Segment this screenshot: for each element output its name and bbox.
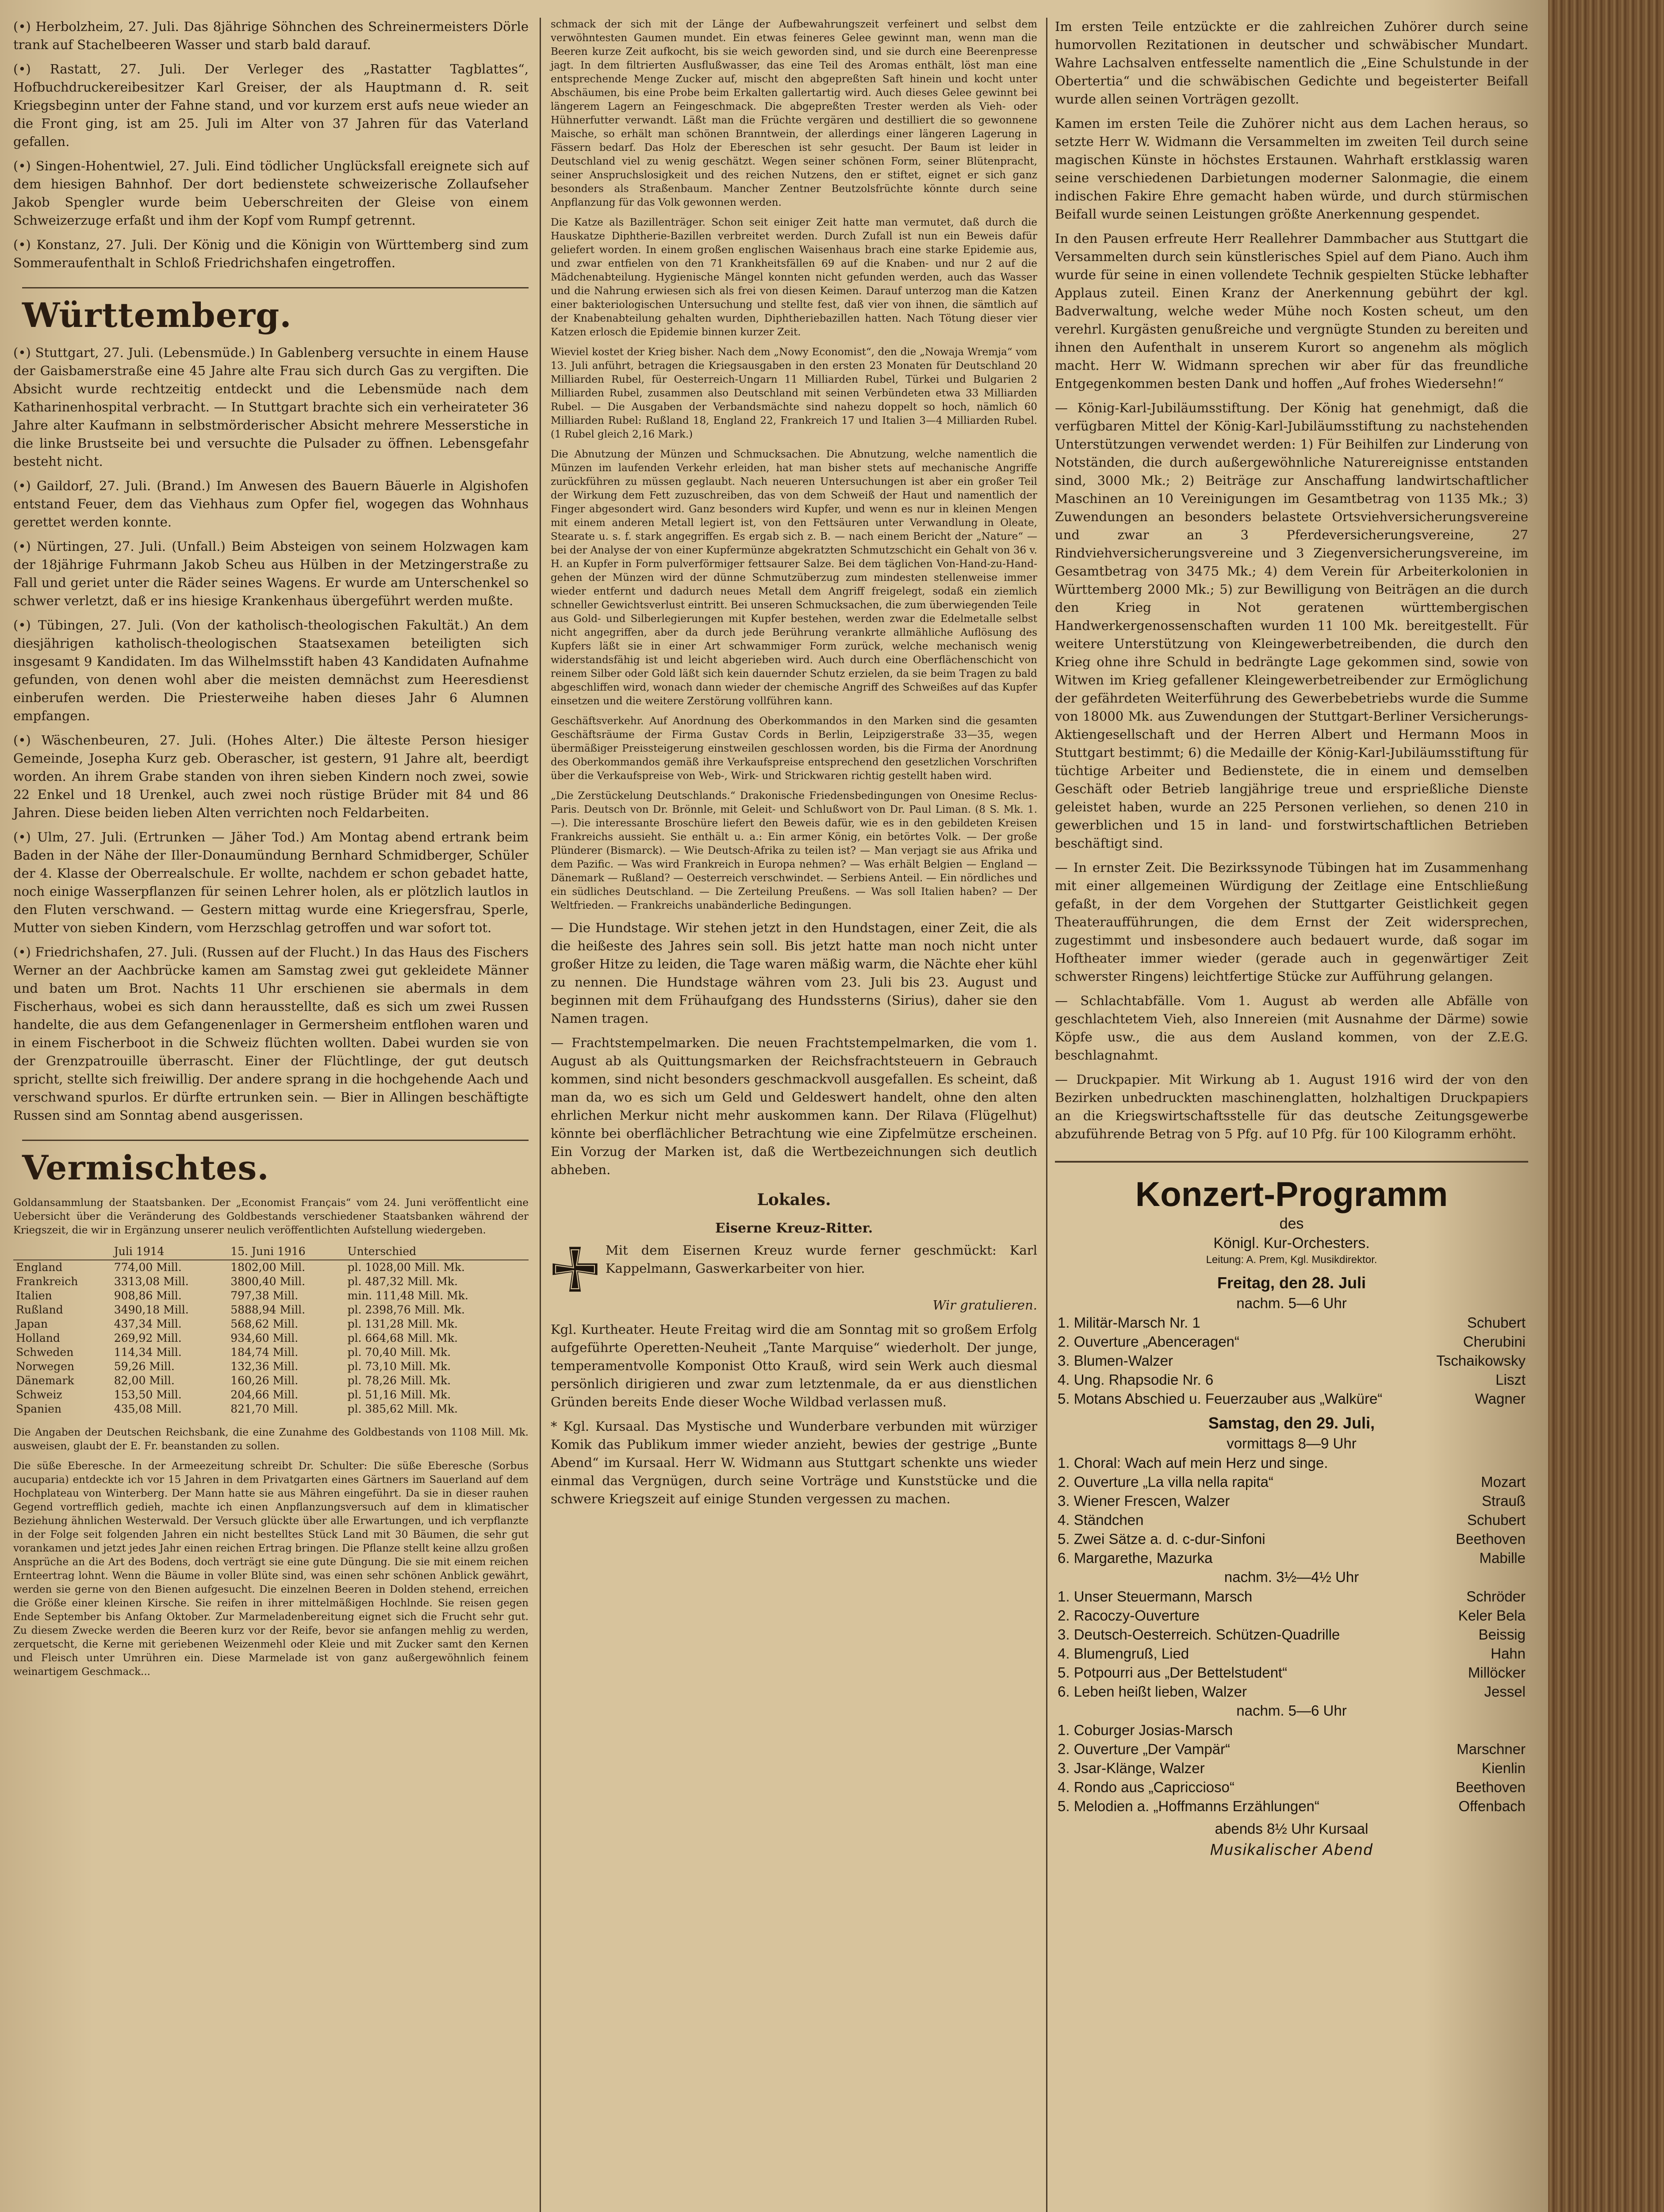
article-hundstage: — Die Hundstage. Wir stehen jetzt in den Hundstagen, einer Zeit, die als die heißeste des Jahres sein soll. Bis jetzt hatte man noch nicht unter großer Hitze zu leiden, die Tage waren mäßig warm, die Nächte eher kühl zu nennen. Die Hundstage währen vom 23. Juli bis 23. August und beginnen mit dem Frühaufgang des Hundssterns (Sirius), daher sie den Namen tragen. <box>551 920 1037 1026</box>
table-cell: Rußland <box>16 1303 63 1316</box>
concert-friday-day: Freitag, den 28. Juli <box>1217 1274 1366 1292</box>
table-cell: 132,36 Mill. <box>230 1360 299 1373</box>
table-cell: 435,08 Mill. <box>114 1402 182 1415</box>
article-ebereschen: Die süße Eberesche. In der Armeezeitung schreibt Dr. Schulter: Die süße Eberesche (Sorbus aucuparia) entdeckte ich vor 15 Jahren in dem Privatgarten eines Gärtners im Sauerland auf dem Hochplateau von Winterberg. Der Mann hatte sie aus Mähren eingeführt. Da sie in dieser rauhen Gegend vortrefflich gedieh, machte ich einen Anpflanzungsversuch auf dem in klimatischer Beziehung ähnlichen Westerwald. Der Versuch glückte über alle Erwartungen, und ich verpflanzte in der Folge seit folgenden Jahren ein nicht bestelltes Stück Land mit 30 Bäumen, die sehr gut vorankamen und jetzt jedes Jahr einen reichen Ertrag bringen. Die Pflanze stellt keine allzu großen Ansprüche an die Art des Bodens, doch verträgt sie eine gute Düngung. Die sie mit einem reichen Ernteertrag lohnt. Wenn die Bäume in voller Blüte sind, was einen sehr schönen Anblick gewährt, werden sie gerne von den Bienen aufgesucht. Die einzelnen Beeren in Dolden stehend, erreichen die Größe einer kleinen Kirsche. Sie reifen in ihrer mittelmäßigen Hochlnde. Sie reisen gegen Ende September bis Anfang Oktober. Zur Marmeladenbereitung eignet sich die Frucht sehr gut. Zu diesem Zwecke werden die Beeren kurz vor der Reife, bevor sie anfangen mehlig zu werden, zerquetscht, die Kerne mit geriebenen Weizenmehl oder Kleie und mit Zucker samt den Kernen und Fleisch unter Umrühren ein. Diese Marmelade ist von ganz außergewöhnlich feinem weinartigem Geschmack... <box>13 1460 529 1678</box>
table-row <box>13 1345 529 1359</box>
concert-composer: Tschaikowsky <box>1436 1352 1526 1369</box>
article-eiserne-kreuz: Mit dem Eisernen Kreuz wurde ferner geschmückt: Karl Kappelmann, Gaswerkarbeiter von hier. <box>606 1243 1037 1276</box>
article-gaildorf: (•) Gaildorf, 27. Juli. (Brand.) Im Anwesen des Bauern Bäuerle in Algishofen entstand Feuer, dem das Viehhaus zum Opfer fiel, wogegen das Wohnhaus gerettet werden konnte. <box>13 478 529 530</box>
concert-piece: 4. Rondo aus „Capriccioso“ <box>1058 1779 1235 1795</box>
article-dammbacher: In den Pausen erfreute Herr Reallehrer Dammbacher aus Stuttgart die Versammelten durch sein künstlerisches Spiel auf dem Piano. Auch ihm wurde für seine in einen vollendete Technik gespielten Stücke lebhafter Applaus zuteil. Einen Kranz der Anerkennung gebührt der kgl. Badverwaltung, welche weder Mühe noch Kosten scheut, um den verehrl. Kurgästen genußreiche und vergnügte Stunden zu bereiten und ihnen den Aufenthalt in unserem Kurort so angenehm als möglich macht. Herr W. Widmann sprechen wir aber für das freundliche Entgegenkommen besten Dank und hoffen „Auf frohes Wiedersehn!“ <box>1055 231 1528 391</box>
concert-item <box>1055 1351 1528 1370</box>
concert-item <box>1055 1370 1528 1389</box>
section-heading-wurttemberg: Württemberg. <box>22 287 529 335</box>
gold-table-header-cell: 15. Juni 1916 <box>228 1244 345 1260</box>
article-konstanz: (•) Konstanz, 27. Juli. Der König und die Königin von Württemberg sind zum Sommeraufenthalt in Schloß Friedrichshafen eingetroffen. <box>13 237 529 270</box>
table-cell: min. 111,48 Mill. Mk. <box>347 1289 468 1302</box>
concert-friday-time: nachm. 5—6 Uhr <box>1236 1295 1347 1311</box>
iron-cross-block <box>551 1241 1037 1314</box>
table-cell: 3800,40 Mill. <box>230 1275 306 1288</box>
concert-piece: 2. Racoczy-Ouverture <box>1058 1607 1200 1624</box>
table-row <box>13 1317 529 1331</box>
concert-item <box>1055 1740 1528 1759</box>
table-cell: 160,26 Mill. <box>230 1374 299 1387</box>
concert-item <box>1055 1389 1528 1408</box>
table-cell: pl. 73,10 Mill. Mk. <box>347 1360 451 1373</box>
concert-composer: Wagner <box>1475 1390 1526 1407</box>
article-herbolzheim: (•) Herbolzheim, 27. Juli. Das 8jährige Söhnchen des Schreinermeisters Dörle trank auf Stachelbeeren Wasser und starb bald darauf. <box>13 19 529 52</box>
concert-friday-list <box>1055 1313 1528 1408</box>
article-geschaftsverkehr: Geschäftsverkehr. Auf Anordnung des Oberkommandos in den Marken sind die gesamten Geschäftsräume der Firma Gustav Cords in Berlin, Leipzigerstraße 33—35, wegen übermäßiger Preissteigerung einstweilen geschlossen worden, bis die Firma der Anordnung des Oberkommandos gemäß ihre Verkaufspreise entsprechend den gesetzlichen Vorschriften über die Verkaufspreise von Web-, Wirk- und Strickwaren richtig gestellt haben wird. <box>551 715 1037 782</box>
concert-piece: 1. Choral: Wach auf mein Herz und singe. <box>1058 1455 1328 1471</box>
concert-composer: Schubert <box>1467 1512 1526 1528</box>
concert-composer: Cherubini <box>1463 1333 1526 1350</box>
table-cell: 908,86 Mill. <box>114 1289 182 1302</box>
gold-table-header-cell: Unterschied <box>345 1244 529 1260</box>
concert-leitung: Leitung: A. Prem, Kgl. Musikdirektor. <box>1206 1254 1377 1266</box>
article-ernster-zeit: — In ernster Zeit. Die Bezirkssynode Tübingen hat im Zusammenhang mit einer allgemeinen Würdigung der Zeitlage eine Entschließung gefaßt, in der dem Vorgehen der Stuttgarter Geistlichkeit gegen Theateraufführungen, die dem Ernst der Zeit widersprechen, zugestimmt und insbesondere auch bedauert wurde, daß sogar im Hoftheater immer wieder (gerade auch in gegenwärtiger Zeit schwerster Ringens) leichtfertige Stücke zur Aufführung gelangen. <box>1055 860 1528 984</box>
concert-des: des <box>1279 1215 1304 1232</box>
table-cell: 3490,18 Mill. <box>114 1303 189 1316</box>
concert-evening: abends 8½ Uhr Kursaal <box>1215 1820 1369 1837</box>
concert-composer: Schröder <box>1466 1588 1526 1605</box>
article-gold-intro: Goldansammlung der Staatsbanken. Der „Economist Français“ vom 24. Juni veröffentlicht eine Uebersicht über die Veränderung des Goldbestands verschiedener Staatsbanken während der Kriegszeit, die wir in Ergänzung unserer neulich veröffentlichten Aufstellung wiedergeben. <box>13 1197 529 1236</box>
table-cell: 184,74 Mill. <box>230 1346 299 1359</box>
table-cell: pl. 385,62 Mill. Mk. <box>347 1402 458 1415</box>
concert-saturday-time-3: nachm. 5—6 Uhr <box>1236 1702 1347 1719</box>
concert-piece: 4. Ung. Rhapsodie Nr. 6 <box>1058 1371 1214 1388</box>
table-cell: Frankreich <box>16 1275 78 1288</box>
concert-composer: Mozart <box>1481 1474 1526 1490</box>
table-cell: 437,34 Mill. <box>114 1317 182 1330</box>
column-3 <box>1055 18 1528 1859</box>
table-row <box>13 1388 529 1402</box>
concert-composer: Beethoven <box>1456 1531 1526 1547</box>
concert-item <box>1055 1797 1528 1816</box>
table-cell: 1802,00 Mill. <box>230 1261 306 1274</box>
table-row <box>13 1275 529 1289</box>
concert-title: Konzert-Programm <box>1135 1175 1448 1214</box>
table-cell: 82,00 Mill. <box>114 1374 175 1387</box>
concert-piece: 5. Potpourri aus „Der Bettelstudent“ <box>1058 1664 1288 1681</box>
heading-eiserne-kreuz: Eiserne Kreuz-Ritter. <box>715 1221 873 1236</box>
table-cell: 568,62 Mill. <box>230 1317 299 1330</box>
table-cell: pl. 664,68 Mill. Mk. <box>347 1332 458 1344</box>
article-tubingen: (•) Tübingen, 27. Juli. (Von der katholisch-theologischen Fakultät.) An dem diesjährigen katholisch-theologischen Staatsexamen beteiligten sich insgesamt 9 Kandidaten. Im das Wilhelmsstift haben 43 Kandidaten Aufnahme gefunden, von denen wohl aber die meisten demnächst zum Heeresdienst einberufen werden. Die Priesterweihe haben dieses Jahr 6 Alumnen empfangen. <box>13 618 529 723</box>
concert-piece: 5. Melodien a. „Hoffmanns Erzählungen“ <box>1058 1798 1319 1814</box>
column-rule <box>540 18 541 2212</box>
concert-item <box>1055 1587 1528 1606</box>
concert-piece: 5. Motans Abschied u. Feuerzauber aus „Walküre“ <box>1058 1390 1383 1407</box>
concert-piece: 3. Deutsch-Oesterreich. Schützen-Quadrille <box>1058 1626 1340 1643</box>
concert-composer: Kienlin <box>1481 1760 1526 1776</box>
concert-composer: Offenbach <box>1458 1798 1526 1814</box>
table-row <box>13 1374 529 1388</box>
column-rule <box>1046 18 1047 2212</box>
concert-piece: 3. Jsar-Klänge, Walzer <box>1058 1760 1205 1776</box>
table-cell: 5888,94 Mill. <box>230 1303 306 1316</box>
table-cell: 269,92 Mill. <box>114 1332 182 1344</box>
concert-piece: 2. Ouverture „Der Vampär“ <box>1058 1741 1231 1757</box>
concert-piece: 3. Blumen-Walzer <box>1058 1352 1173 1369</box>
concert-item <box>1055 1548 1528 1567</box>
table-cell: Norwegen <box>16 1360 74 1373</box>
article-druckpapier: — Druckpapier. Mit Wirkung ab 1. August 1916 wird der von den Bezirken unbedruckten maschinenglatten, holzhaltigen Druckpapiers an die Kriegswirtschaftsstelle für das deutsche Zeitungsgewerbe abzuführende Betrag von 5 Pfg. auf 10 Pfg. für 100 Kilogramm erhöht. <box>1055 1072 1528 1141</box>
article-zerstuckelung: „Die Zerstückelung Deutschlands.“ Drakonische Friedensbedingungen von Onesime Reclus-Paris. Deutsch von Dr. Brönnle, mit Geleit- und Schlußwort von Dr. Paul Liman. (8 S. Mk. 1.—). Die interessante Broschüre liefert den Beweis dafür, wie es in den gebildeten Kreisen Frankreichs aussieht. Sie enthält u. a.: Ein armer König, ein betörtes Volk. — Der große Plünderer (Bismarck). — Wie Deutsch-Afrika zu teilen ist? — Man verjagt sie aus Afrika und dem Pazific. — Was wird Frankreich in Europa nehmen? — Was erhält Belgien — England — Dänemark — Rußland? — Oesterreich verschwindet. — Serbiens Anteil. — Ein nördliches und ein südliches Deutschland. — Die Zerteilung Preußens. — Was soll Italien haben? — Der Weltfrieden. — Frankreichs unabänderliche Bedingungen. <box>551 790 1037 911</box>
section-heading-lokales: Lokales. <box>757 1190 831 1209</box>
concert-piece: 4. Blumengruß, Lied <box>1058 1645 1189 1662</box>
article-katze: Die Katze als Bazillenträger. Schon seit einiger Zeit hatte man vermutet, daß durch die Hauskatze Diphtherie-Bazillen verbreitet werden. Durch Zufall ist nun ein Beweis dafür geliefert worden. In einem großen englischen Waisenhaus brach eine starke Epidemie aus, und zwar entfielen von den 71 Krankheitsfällen 69 auf die Knaben- und nur 2 auf die Mädchenabteilung. Hygienische Mängel konnten nicht gefunden werden, auch das Wasser und die Nahrung erwiesen sich als frei von diesen Keimen. Darauf unterzog man die Katzen einer bakteriologischen Untersuchung und stellte fest, daß vier von ihnen, die sämtlich auf der Knabenabteilung gehalten wurden, Diphtheriebazillen hatten. Nach Tötung dieser vier Katzen erlosch die Epidemie binnen kurzer Zeit. <box>551 217 1037 338</box>
concert-item <box>1055 1313 1528 1332</box>
table-row <box>13 1303 529 1317</box>
concert-item <box>1055 1682 1528 1701</box>
article-singen: (•) Singen-Hohentwiel, 27. Juli. Eind tödlicher Unglücksfall ereignete sich auf dem hiesigen Bahnhof. Der dort bedienstete schweizerische Zollaufseher Jakob Spengler wurde beim Ueberschreiten der Gleise von einem Schweizerzuge erfaßt und ihm der Kopf vom Rumpf getrennt. <box>13 158 529 228</box>
concert-item <box>1055 1720 1528 1740</box>
table-cell: 774,00 Mill. <box>114 1261 182 1274</box>
table-cell: 934,60 Mill. <box>230 1332 299 1344</box>
concert-item <box>1055 1453 1528 1472</box>
table-cell: Schweiz <box>16 1388 62 1401</box>
concert-item <box>1055 1644 1528 1663</box>
article-eberesche-cont: schmack der sich mit der Länge der Aufbewahrungszeit verfeinert und selbst dem verwöhntesten Gaumen mundet. Ein etwas feineres Gelee gewinnt man, wenn man die Beeren kurze Zeit aufkocht, bis sie weich geworden sind, und sie durch eine Beerenpresse jagt. In dem filtrierten Ausflußwasser, das eine Teil des Aromas enthält, löst man eine entsprechende Menge Zucker auf, mischt den abgepreßten Saft hinein und kocht unter Abschäumen, bis eine Probe beim Erkalten gallertartig wird. Auch dieses Gelee gewinnt bei längerem Lagern an Feingeschmack. Die abgepreßten Trester werden als Vieh- oder Hühnerfutter verwandt. Läßt man die Früchte vergären und destilliert die so gewonnene Maische, so erhält man schönen Branntwein, der allerdings einer längeren Lagerung in Fässern bedarf. Das Holz der Ebereschen ist sehr gesucht. Der Baum ist leider in Deutschland viel zu wenig geschätzt. Wegen seiner schönen Form, seiner Blütenpracht, seiner Anspruchslosigkeit und des reichen Nutzens, den er stiftet, eignet er sich ganz besonders als Straßenbaum. Mancher Zentner Beutzolsfrüchte könnte durch seine Anpflanzung für das Volk gewonnen werden. <box>551 19 1037 208</box>
concert-composer: Beethoven <box>1456 1779 1526 1795</box>
concert-piece: 1. Unser Steuermann, Marsch <box>1058 1588 1253 1605</box>
table-cell: pl. 51,16 Mill. Mk. <box>347 1388 451 1401</box>
section-heading-vermischtes: Vermischtes. <box>22 1140 529 1187</box>
concert-piece: 1. Coburger Josias-Marsch <box>1058 1722 1233 1738</box>
concert-piece: 6. Margarethe, Mazurka <box>1058 1550 1213 1566</box>
table-cell: 204,66 Mill. <box>230 1388 299 1401</box>
table-row <box>13 1359 529 1374</box>
concert-composer: Hahn <box>1491 1645 1526 1662</box>
concert-item <box>1055 1529 1528 1548</box>
concert-composer: Beissig <box>1478 1626 1526 1643</box>
article-ulm: (•) Ulm, 27. Juli. (Ertrunken — Jäher Tod.) Am Montag abend ertrank beim Baden in der Nähe der Iller-Donaumündung Bernhard Schmidberger, Schüler der 4. Klasse der Oberrealschule. Er wollte, nachdem er schon gebadet hatte, noch einige Wasserpflanzen für seinen Lehrer holen, als er plötzlich lautlos in den Fluten verschwand. — Gestern mittag wurde eine Kriegersfrau, Sperle, Mutter von sieben Kindern, vom Herzschlag getroffen und war sofort tot. <box>13 830 529 935</box>
table-cell: Japan <box>16 1317 48 1330</box>
concert-composer: Marschner <box>1457 1741 1526 1757</box>
article-kursaal: * Kgl. Kursaal. Das Mystische und Wunderbare verbunden mit würziger Komik das Publikum immer wieder anzieht, bewies der gestrige „Bunte Abend“ im Kursaal. Herr W. Widmann aus Stuttgart schenkte uns wieder einmal das Vergnügen, durch seine Vorträge und Kunststücke und die schwere Kriegszeit auf einige Stunden vergessen zu machen. <box>551 1419 1037 1506</box>
column-2 <box>551 18 1037 1514</box>
concert-piece: 4. Ständchen <box>1058 1512 1144 1528</box>
concert-piece: 3. Wiener Frescen, Walzer <box>1058 1493 1230 1509</box>
concert-composer: Millöcker <box>1468 1664 1526 1681</box>
concert-item <box>1055 1472 1528 1491</box>
article-schlachtabfalle: — Schlachtabfälle. Vom 1. August ab werden alle Abfälle von geschlachtetem Vieh, also Innereien (mit Ausnahme der Därme) sowie Köpfe usw., die aus dem Ausland kommen, von der Z.E.G. beschlagnahmt. <box>1055 993 1528 1063</box>
gold-table-header-cell <box>13 1244 111 1260</box>
table-row <box>13 1402 529 1416</box>
concert-piece: 2. Ouverture „La villa nella rapita“ <box>1058 1474 1273 1490</box>
article-jubilaumsstiftung: — König-Karl-Jubiläumsstiftung. Der König hat genehmigt, daß die verfügbaren Mittel der König-Karl-Jubiläumsstiftung zu nachstehenden Unterstützungen verwendet werden: 1) Für Beihilfen zur Linderung von Notständen, die durch außergewöhnliche Naturereignisse entstanden sind, 3000 Mk.; 2) Beiträge zur Anschaffung landwirtschaftlicher Maschinen an 10 Vereinigungen im Gesamtbetrag von 1135 Mk.; 3) Zuwendungen an besonders belastete Ortsviehversicherungsvereine und zwar an 3 Pferdeversicherungsvereine, 27 Rindviehversicherungsvereine und 3 Ziegenversicherungsvereine, im Gesamtbetrag von 3475 Mk.; 4) dem Verein für Arbeiterkolonien in Württemberg 2000 Mk.; 5) zur Bewilligung von Beiträgen an die durch den Krieg in Not geratenen württembergischen Handwerkergenossenschaften wurden 11 100 Mk. bereitgestellt. Für weitere Unterstützung von Kleingewerbetreibenden, die durch den Krieg ohne ihre Schuld in bedrängte Lage gekommen sind, sowie von Witwen im Krieg gefallener Kleingewerbetreibender zur Ermöglichung der gefährdeten Weiterführung des Gewerbebetriebs wurde die Summe von 18000 Mk. aus Zuwendungen der Stuttgart-Berliner Versicherungs-Aktiengesellschaft und der Herren Albert und Hermann Moos in Stuttgart bestimmt; 6) die Medaille der König-Karl-Jubiläumsstiftung für tüchtige Arbeiter und Bedienstete, die in einem und demselben Geschäft oder Betrieb langjährige treue und ersprießliche Dienste geleistet haben, wurde an 225 Personen verliehen, so denen 210 in gewerblichen und 15 in land- und forstwirtschaftlichen Betrieben beschäftigt sind. <box>1055 400 1528 851</box>
concert-composer: Keler Bela <box>1458 1607 1526 1624</box>
table-cell: 114,34 Mill. <box>114 1346 182 1359</box>
concert-item <box>1055 1663 1528 1682</box>
concert-piece: 2. Ouverture „Abenceragen“ <box>1058 1333 1239 1350</box>
table-cell: 153,50 Mill. <box>114 1388 182 1401</box>
article-widmann: Kamen im ersten Teile die Zuhörer nicht aus dem Lachen heraus, so setzte Herr W. Widmann die Versammelten im zweiten Teil durch seine magischen Künste in höchstes Erstaunen. Wahrhaft erstklassig waren seine verschiedenen Darbietungen moderner Salonmagie, die einem indischen Fakire Ehre gemacht haben würde, und durch stürmischen Beifall wurde seinen Leistungen größte Anerkennung gespendet. <box>1055 116 1528 222</box>
concert-composer: Schubert <box>1467 1314 1526 1331</box>
concert-item <box>1055 1491 1528 1510</box>
concert-saturday-list-3 <box>1055 1720 1528 1816</box>
table-cell: pl. 1028,00 Mill. Mk. <box>347 1261 465 1274</box>
table-cell: pl. 2398,76 Mill. Mk. <box>347 1303 465 1316</box>
concert-item <box>1055 1759 1528 1778</box>
table-cell: pl. 78,26 Mill. Mk. <box>347 1374 451 1387</box>
article-munzen: Die Abnutzung der Münzen und Schmucksachen. Die Abnutzung, welche namentlich die Münzen im laufenden Verkehr erleiden, hat man bisher stets auf mechanische Angriffe zurückführen zu müssen geglaubt. Nach neueren Untersuchungen ist aber ein großer Teil der Wirkung dem Fett zuzuschreiben, das von dem Schweiß der Haut und namentlich der Finger abgesondert wird. Ganz besonders wird Kupfer, und wenn es nur in kleinen Mengen mit einem anderen Metall legiert ist, von den Fettsäuren unter Verwandlung in Oleate, Stearate u. s. f. stark angegriffen. Es ergab sich z. B. — nach einem Bericht der „Nature“ — bei der Analyse der von einer Kupfermünze abgekratzten Schmutzschicht ein Gehalt von 36 v. H. an Kupfer in Form pulverförmiger fettsaurer Salze. Bei dem täglichen Von-Hand-zu-Hand-gehen der Münzen wird der dünne Schmutzüberzug zum mindesten stellenweise immer wieder entfernt und dadurch neues Metall dem Angriff freigelegt, sodaß ein ziemlich schneller Gewichtsverlust eintritt. Bei unseren Schmucksachen, die zum überwiegenden Teile aus Gold- und Silberlegierungen mit Kupfer bestehen, werden zwar die Edelmetalle selbst nicht angegriffen, aber da durch jede Berührung verankrte allmähliche Auflösung des Kupfers läßt sie in einer Art schwammiger Form zurück, welche mechanisch wenig widerstandsfähig ist und leicht abgerieben wird. Auch durch eine Oberflächenschicht von reinem Silber oder Gold läßt sich kein dauernder Schutz erzielen, da sie beim Tragen zu bald abgeschliffen wird, wonach dann wieder der chemische Angriff des Schweißes auf das Kupfer einsetzen und die weitere Zerstörung vollführen kann. <box>551 449 1037 707</box>
article-kursaal-cont: Im ersten Teile entzückte er die zahlreichen Zuhörer durch seine humorvollen Rezitationen in deutscher und schwäbischer Mundart. Wahre Lachsalven entfesselte namentlich die „Eine Schulstunde in der Obertertia“ und die schwäbischen Gedichte und begeisterter Beifall wurde allen seinen Vorträgen gezollt. <box>1055 19 1528 107</box>
concert-composer: Liszt <box>1495 1371 1526 1388</box>
table-cell: pl. 487,32 Mill. Mk. <box>347 1275 458 1288</box>
table-row <box>13 1289 529 1303</box>
concert-composer: Strauß <box>1481 1493 1526 1509</box>
table-cell: Dänemark <box>16 1374 74 1387</box>
table-row <box>13 1331 529 1345</box>
table-cell: England <box>16 1261 63 1274</box>
table-cell: Schweden <box>16 1346 74 1359</box>
gold-table-header-cell: Juli 1914 <box>111 1244 228 1260</box>
concert-item <box>1055 1625 1528 1644</box>
table-cell: pl. 70,40 Mill. Mk. <box>347 1346 451 1359</box>
article-gold-note: Die Angaben der Deutschen Reichsbank, die eine Zunahme des Goldbestands von 1108 Mill. Mk. ausweisen, glaubt der E. Fr. beanstanden zu sollen. <box>13 1427 529 1452</box>
concert-evening-title: Musikalischer Abend <box>1210 1840 1373 1859</box>
table-cell: 797,38 Mill. <box>230 1289 299 1302</box>
iron-cross-icon <box>551 1245 599 1294</box>
article-kriegskosten: Wieviel kostet der Krieg bisher. Nach dem „Nowy Economist“, den die „Nowaja Wremja“ vom 13. Juli anführt, betragen die Kriegsausgaben in den ersten 23 Monaten für Deutschland 20 Milliarden Rubel, für Oesterreich-Ungarn 11 Milliarden Rubel, Türkei und Bulgarien 2 Milliarden Rubel, zusammen also Deutschland mit seinen Verbündeten etwa 33 Milliarden Rubel. — Die Ausgaben der Verbandsmächte sind nahezu doppelt so hoch, nämlich 60 Milliarden Rubel: Rußland 18, England 22, Frankreich 17 und Italien 3—4 Milliarden Rubel. (1 Rubel gleich 2,16 Mark.) <box>551 346 1037 440</box>
article-waschenbeuren: (•) Wäschenbeuren, 27. Juli. (Hohes Alter.) Die älteste Person hiesiger Gemeinde, Josepha Kurz geb. Oberascher, ist gestern, 91 Jahre alt, beerdigt worden. An ihrem Grabe standen von ihren sieben Kindern noch zwei, sowie 22 Enkel und 18 Urenkel, auch zwei noch rüstige Brüder mit 84 und 86 Jahren. Diese beiden lieben Alten verrichten noch Feldarbeiten. <box>13 733 529 820</box>
gold-table <box>13 1244 529 1416</box>
concert-item <box>1055 1606 1528 1625</box>
table-cell: Spanien <box>16 1402 62 1415</box>
concert-saturday-time-1: vormittags 8—9 Uhr <box>1227 1435 1357 1452</box>
table-cell: 59,26 Mill. <box>114 1360 175 1373</box>
concert-piece: 1. Militär-Marsch Nr. 1 <box>1058 1314 1200 1331</box>
table-cell: 3313,08 Mill. <box>114 1275 189 1288</box>
table-cell: 821,70 Mill. <box>230 1402 299 1415</box>
table-row <box>13 1260 529 1275</box>
concert-program <box>1055 1161 1528 1859</box>
concert-saturday-list-2 <box>1055 1587 1528 1701</box>
concert-item <box>1055 1778 1528 1797</box>
concert-composer: Mabille <box>1479 1550 1526 1566</box>
table-cell: Holland <box>16 1332 60 1344</box>
article-stuttgart: (•) Stuttgart, 27. Juli. (Lebensmüde.) In Gablenberg versuchte in einem Hause der Gaisbamerstraße eine 45 Jahre alte Frau sich durch Gas zu vergiften. Die Absicht wurde rechtzeitig entdeckt und die Lebensmüde nach dem Katharinenhospital verbracht. — In Stuttgart brachte sich ein verheirateter 36 Jahre alter Kaufmann in selbstmörderischer Absicht mehrere Messerstiche in die linke Brustseite bei und versuchte die Pulsader zu öffnen. Lebensgefahr besteht nicht. <box>13 345 529 469</box>
table-cell: Italien <box>16 1289 52 1302</box>
concert-item <box>1055 1510 1528 1529</box>
article-kurtheater: Kgl. Kurtheater. Heute Freitag wird die am Sonntag mit so großem Erfolg aufgeführte Operetten-Neuheit „Tante Marquise“ wiederholt. Der junge, temperamentvolle Komponist Otto Krauß, wird sein Werk auch diesmal persönlich dirigieren und zwar zum letztenmale, da er aus dienstlichen Gründen bereits Ende dieser Woche Wildbad verlassen muß. <box>551 1322 1037 1409</box>
concert-orchestra: Königl. Kur-Orchesters. <box>1213 1235 1370 1252</box>
book-binding-edge <box>1548 0 1664 2212</box>
article-friedrichshafen: (•) Friedrichshafen, 27. Juli. (Russen auf der Flucht.) In das Haus des Fischers Werner an der Aachbrücke kamen am Samstag zwei gut gekleidete Männer und baten um Brot. Nachts 11 Uhr erschienen sie abermals in dem Fischerhaus, wobei es sich dann herausstellte, daß es sich um zwei Russen handelte, die aus dem Gefangenenlager in Germersheim entflohen waren und in einem Fischerboot in die Schweiz flüchten wollten. Dabei wurden sie von der Grenzpatrouille überrascht. Einer der Flüchtlinge, der gut deutsch spricht, stellte sich freiwillig. Der andere sprang in die hochgehende Aach und verschwand spurlos. Er dürfte ertrunken sein. — Bier in Allingen beschäftigte Russen sind am Sonntag abend ausgerissen. <box>13 945 529 1123</box>
concert-item <box>1055 1332 1528 1351</box>
article-rastatt: (•) Rastatt, 27. Juli. Der Verleger des „Rastatter Tagblattes“, Hofbuchdruckereibesitzer Karl Greiser, der als Hauptmann d. R. seit Kriegsbeginn unter der Fahne stand, und vor kurzem erst aufs neue wieder an die Front ging, ist am 25. Juli im Alter von 37 Jahren für das Vaterland gefallen. <box>13 61 529 149</box>
article-nurtingen: (•) Nürtingen, 27. Juli. (Unfall.) Beim Absteigen von seinem Holzwagen kam der 18jährige Fuhrmann Jakob Scheu aus Hülben in der Metzingerstraße zu Fall und geriet unter die Räder seines Wagens. Er wurde am Unterschenkel so schwer verletzt, daß er ins hiesige Krankenhaus übergeführt werden mußte. <box>13 539 529 608</box>
concert-composer: Jessel <box>1484 1683 1526 1700</box>
concert-saturday-time-2: nachm. 3½—4½ Uhr <box>1224 1569 1359 1585</box>
column-1 <box>13 18 529 1685</box>
concert-piece: 6. Leben heißt lieben, Walzer <box>1058 1683 1247 1700</box>
article-frachtstempel: — Frachtstempelmarken. Die neuen Frachtstempelmarken, die vom 1. August ab als Quittungsmarken der Reichsfrachtsteuern in Gebrauch kommen, sind nicht besonders geschmackvoll ausgefallen. Es scheint, daß man da, wo es sich um Geld und Geldeswert handelt, ohne den alten ehrlichen Merkur nicht mehr auskommen kann. Der Rilava (Flügelhut) könnte bei oberflächlicher Betrachtung wie eine Zipfelmütze erscheinen. Ein Vorzug der Marken ist, daß die Wertbezeichnungen sich deutlich abheben. <box>551 1035 1037 1177</box>
table-cell: pl. 131,28 Mill. Mk. <box>347 1317 458 1330</box>
concert-saturday-day: Samstag, den 29. Juli, <box>1208 1414 1375 1432</box>
concert-piece: 5. Zwei Sätze a. d. c-dur-Sinfoni <box>1058 1531 1265 1547</box>
gold-table-header <box>13 1244 529 1260</box>
concert-saturday-list-1 <box>1055 1453 1528 1567</box>
signature-gratulation: Wir gratulieren. <box>932 1298 1037 1313</box>
